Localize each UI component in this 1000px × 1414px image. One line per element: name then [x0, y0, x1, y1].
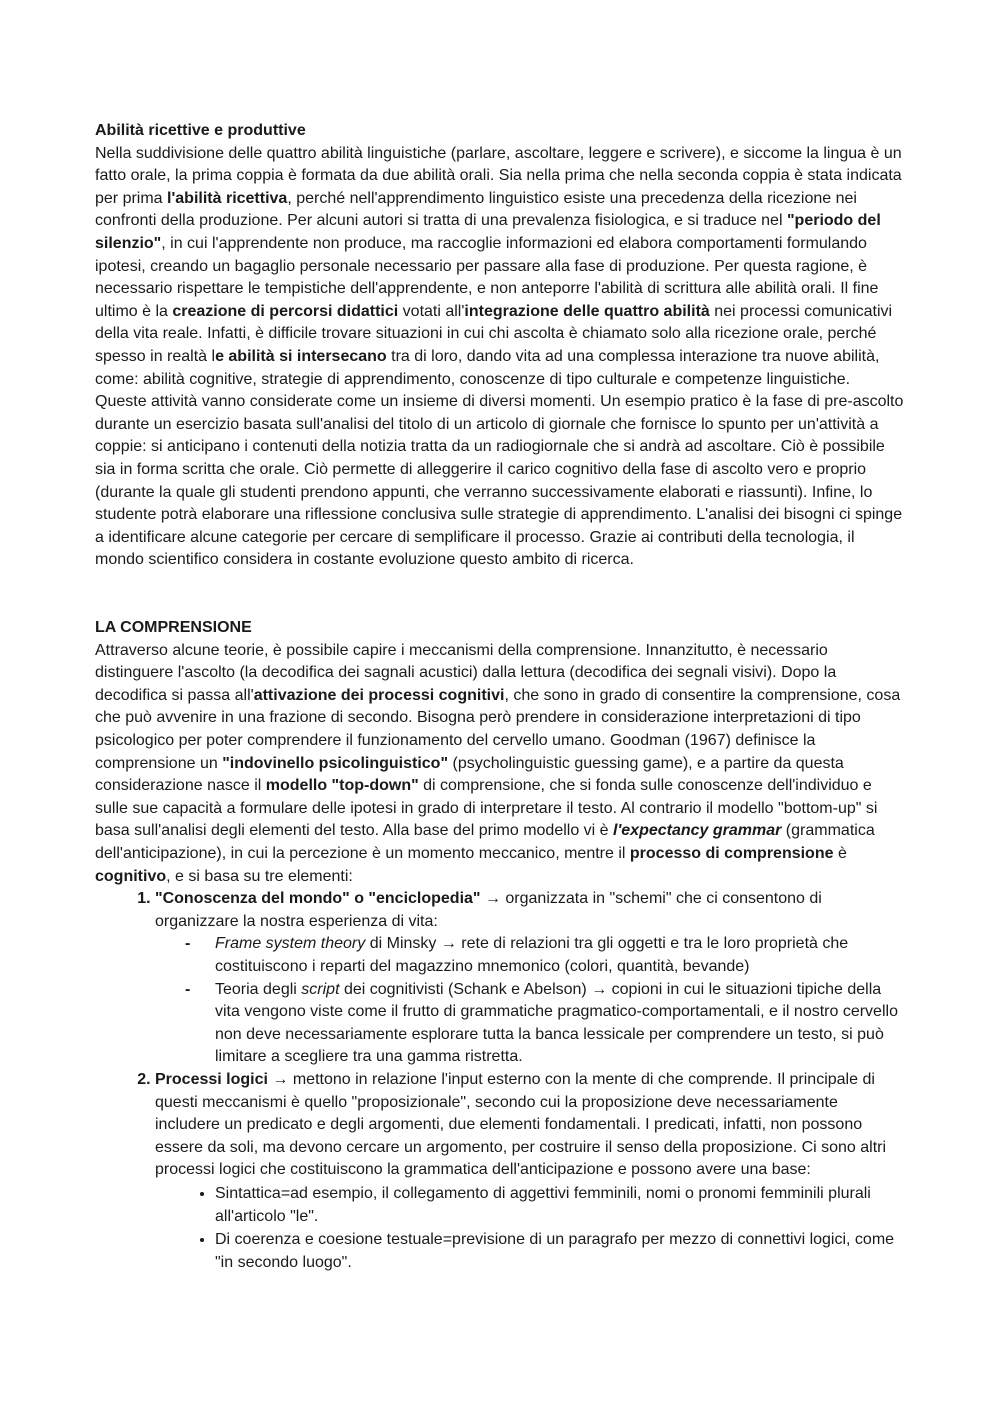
text-run: , perché nell'apprendimento linguistico esiste una precedenza della ricezione nei confronti della produzione. Per alcuni autori si tratta di una prevalenza fisiologica, e si traduce nel [95, 189, 857, 230]
text-run: votati all' [398, 302, 465, 320]
arrow-icon: → [591, 980, 608, 998]
text-run: nei processi comunicativi della vita reale. Infatti, è difficile trovare situazioni in cui chi ascolta è chiamato solo alla ricezione orale, perché spesso in realtà l [95, 302, 893, 365]
text-run: Teoria degli [215, 980, 302, 998]
bold-text: attivazione dei processi cognitivi [253, 686, 505, 704]
bullet-list [155, 1182, 904, 1274]
bold-text: l'abilità ricettiva [167, 189, 288, 207]
text-run: , che sono in grado di consentire la comprensione, cosa che può avvenire in una frazione di secondo. Bisogna però prendere in considerazione interpretazioni di tipo psicologico per poter comprendere il funzionamento del cervello umano. Goodman (1967) definisce la comprensione un [95, 686, 901, 772]
text-run: tra di loro, dando vita ad una complessa interazione tra nuove abilità, come: abilità cognitive, strategie di apprendimento, conoscenze di tipo culturale e competenze linguistiche. Queste attività vanno considerate come un insieme di diversi momenti. Un esempio pratico è la fase di pre-ascolto durante un esercizio basata sull'analisi del titolo di un articolo di giornale che fornisce lo spunto per un'attività a coppie: si anticipano i contenuti della notizia tratta da un radiogiornale che si andrà ad ascoltare. Ciò è possibile sia in forma scritta che orale. Ciò permette di alleggerire il carico cognitivo della fase di ascolto vero e proprio (durante la quale gli studenti prendono appunti, che verranno successivamente elaborati e riassunti). Infine, lo studente potrà elaborare una riflessione conclusiva sulle strategie di apprendimento. L'analisi dei bisogni ci spinge a identificare alcune categorie per cercare di semplificare il processo. Grazie ai contributi della tecnologia, il mondo scientifico considera in costante evoluzione questo ambito di ricerca. [95, 347, 904, 569]
paragraph-spacer [95, 594, 904, 617]
section-title-abilita: Abilità ricettive e produttive [95, 122, 306, 139]
section-title-comprensione: LA COMPRENSIONE [95, 619, 252, 637]
list-item: • Sintattica=ad esempio, il collegamento di aggettivi femminili, nomi o pronomi femminili plurali all'articolo "le". [215, 1182, 904, 1228]
list-item [155, 888, 904, 1069]
list-item: • Di coerenza e coesione testuale=previsione di un paragrafo per mezzo di connettivi logici, come "in secondo luogo". [215, 1228, 904, 1274]
text-run: (grammatica dell'anticipazione), in cui la percezione è un momento meccanico, mentre il [95, 822, 875, 862]
bold-text: "periodo del silenzio" [95, 212, 881, 252]
bold-text: integrazione delle quattro abilità [464, 302, 710, 320]
bold-text: "indovinello psicolinguistico" [222, 754, 449, 772]
text-run: copioni in cui le situazioni tipiche della vita vengono viste come il frutto di grammatiche pragmatico-comportamentali, e il nostro cervello non deve necessariamente esplorare tutta la banca lessicale per comprendere un testo, si può limitare a scegliere tra una gamma ristretta. [215, 980, 898, 1066]
bold-text: creazione di percorsi didattici [172, 302, 399, 320]
text-run: Attraverso alcune teorie, è possibile capire i meccanismi della comprensione. Innanzitutto, è necessario distinguere l'ascolto (la decodifica dei sagnali acustici) dalla lettura (decodifica dei segnali visivi). Dopo la decodifica si passa all' [95, 641, 837, 704]
numbered-list [95, 888, 904, 1274]
list-item [155, 1069, 904, 1274]
arrow-icon: → [272, 1070, 289, 1088]
list-item [215, 979, 904, 1069]
text-run: , e si basa su tre elementi: [166, 867, 353, 885]
item-heading: Processi logici [155, 1070, 268, 1088]
paragraph-comprensione [95, 640, 904, 889]
text-run: di comprensione, che si fonda sulle conoscenze dell'individuo e sulle sue capacità a formulare delle ipotesi in grado di interpretare il testo. Al contrario il modello "bottom-up" si basa sull'analisi degli elementi del testo. Alla base del primo modello vi è [95, 777, 878, 840]
bold-text: processo di comprensione [629, 845, 834, 862]
arrow-icon: → [440, 935, 457, 953]
text-run: è [833, 845, 847, 862]
bold-italic-text: l'expectancy grammar [613, 822, 782, 840]
text-run: , in cui l'apprendente non produce, ma raccoglie informazioni ed elabora comportamenti formulando ipotesi, creando un bagaglio personale necessario per passare alla fase di produzione. Per questa ragione, è necessario rispettare le tempistiche dell'apprendente, e non anteporre l'abilità di scrittura alle abilità orali. Il fine ultimo è la [95, 234, 879, 320]
text-run: (psycholinguistic guessing game), e a partire da questa considerazione nasce il [95, 754, 844, 795]
italic-text: Frame system theory [215, 935, 366, 953]
paragraph-spacer [95, 572, 904, 595]
arrow-icon: → [484, 890, 501, 908]
dash-list [155, 933, 904, 1069]
item-text: organizzata in "schemi" che ci consentono di organizzare la nostra esperienza di vita: [155, 890, 822, 930]
bold-text: modello "top-down" [265, 777, 419, 795]
paragraph-abilita [95, 143, 904, 572]
item-heading: "Conoscenza del mondo" o "enciclopedia" [155, 890, 481, 908]
list-item [215, 933, 904, 978]
bold-text: e abilità si intersecano [215, 347, 387, 365]
item-text: mettono in relazione l'input esterno con la mente di che comprende. Il principale di questi meccanismi è quello "proposizionale", secondo cui la proposizione deve necessariamente includere un predicato e degli argomenti, due elementi fondamentali. I predicati, infatti, non possono essere da soli, ma devono cercare un argomento, per costruire il senso della proposizione. Ci sono altri processi logici che costituiscono la grammatica dell'anticipazione e possono avere una base: [155, 1070, 887, 1179]
text-run: rete di relazioni tra gli oggetti e tra le loro proprietà che costituiscono i reparti del magazzino mnemonico (colori, quantità, bevande) [215, 935, 849, 975]
text-run: dei cognitivisti (Schank e Abelson) [339, 980, 592, 998]
bold-text: cognitivo [95, 867, 167, 885]
italic-text: script [301, 980, 340, 998]
text-run: Nella suddivisione delle quattro abilità linguistiche (parlare, ascoltare, leggere e scrivere), e siccome la lingua è un fatto orale, la prima coppia è formata da due abilità orali. Sia nella prima che nella seconda coppia è stata indicata per prima [95, 144, 902, 207]
text-run: di Minsky [365, 935, 441, 953]
